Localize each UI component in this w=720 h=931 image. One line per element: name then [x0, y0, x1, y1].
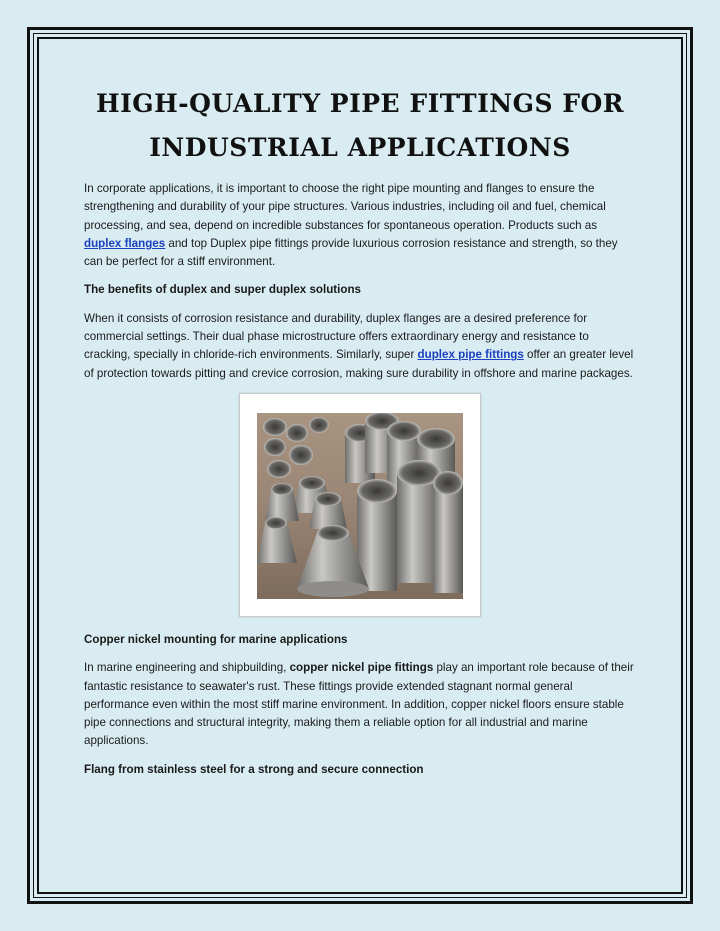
section-2-text-2: play an important role because of their fantastic resistance to seawater's rust. These fittings provide extended stagnant normal general performance even within the most stiff marine environment. In addition, copper nickel floors ensure stable pipe connections and structural integrity, making them a reliable option for all industrial and marine applications.	[84, 661, 634, 748]
section-2-text-1: In marine engineering and shipbuilding,	[84, 661, 290, 675]
section-1-paragraph	[84, 310, 636, 383]
page-title	[84, 82, 636, 170]
section-1-heading: The benefits of duplex and super duplex solutions	[84, 283, 361, 297]
intro-text-2: and top Duplex pipe fittings provide luxurious corrosion resistance and strength, so they can be perfect for a stiff environment.	[84, 236, 618, 269]
intro-text-1: In corporate applications, it is important to choose the right pipe mounting and flanges to ensure the strengthening and durability of your pipe structures. Various industries, including oil and fuel, chemical processing, and sea, depend on incredible substances for spontaneous operation. Products such as	[84, 182, 606, 232]
duplex-pipe-fittings-link[interactable]: duplex pipe fittings	[417, 348, 524, 362]
document-body	[84, 82, 636, 789]
pipe-fittings-image	[257, 413, 463, 599]
section-1-text-2: offer an greater level of protection towards pitting and crevice corrosion, making sure durability in offshore and marine packages.	[84, 348, 634, 380]
pipe-fittings-photo	[239, 393, 481, 617]
title-line-1: HIGH-QUALITY PIPE FITTINGS FOR	[95, 89, 625, 118]
section-2-heading: Copper nickel mounting for marine applications	[84, 632, 348, 646]
section-2-paragraph	[84, 659, 636, 750]
section-3-heading: Flang from stainless steel for a strong and secure connection	[84, 762, 424, 776]
copper-nickel-bold-text: copper nickel pipe fittings	[289, 661, 434, 675]
intro-paragraph	[84, 180, 636, 271]
duplex-flanges-link[interactable]: duplex flanges	[84, 236, 166, 250]
title-line-2: INDUSTRIAL APPLICATIONS	[149, 133, 571, 162]
section-1-text-1: When it consists of corrosion resistance and durability, duplex flanges are a desired preference for commercial settings. Their dual phase microstructure offers extraordinary energy and resistance to cracking, specially in chloride-rich environments. Similarly, super	[84, 311, 589, 362]
